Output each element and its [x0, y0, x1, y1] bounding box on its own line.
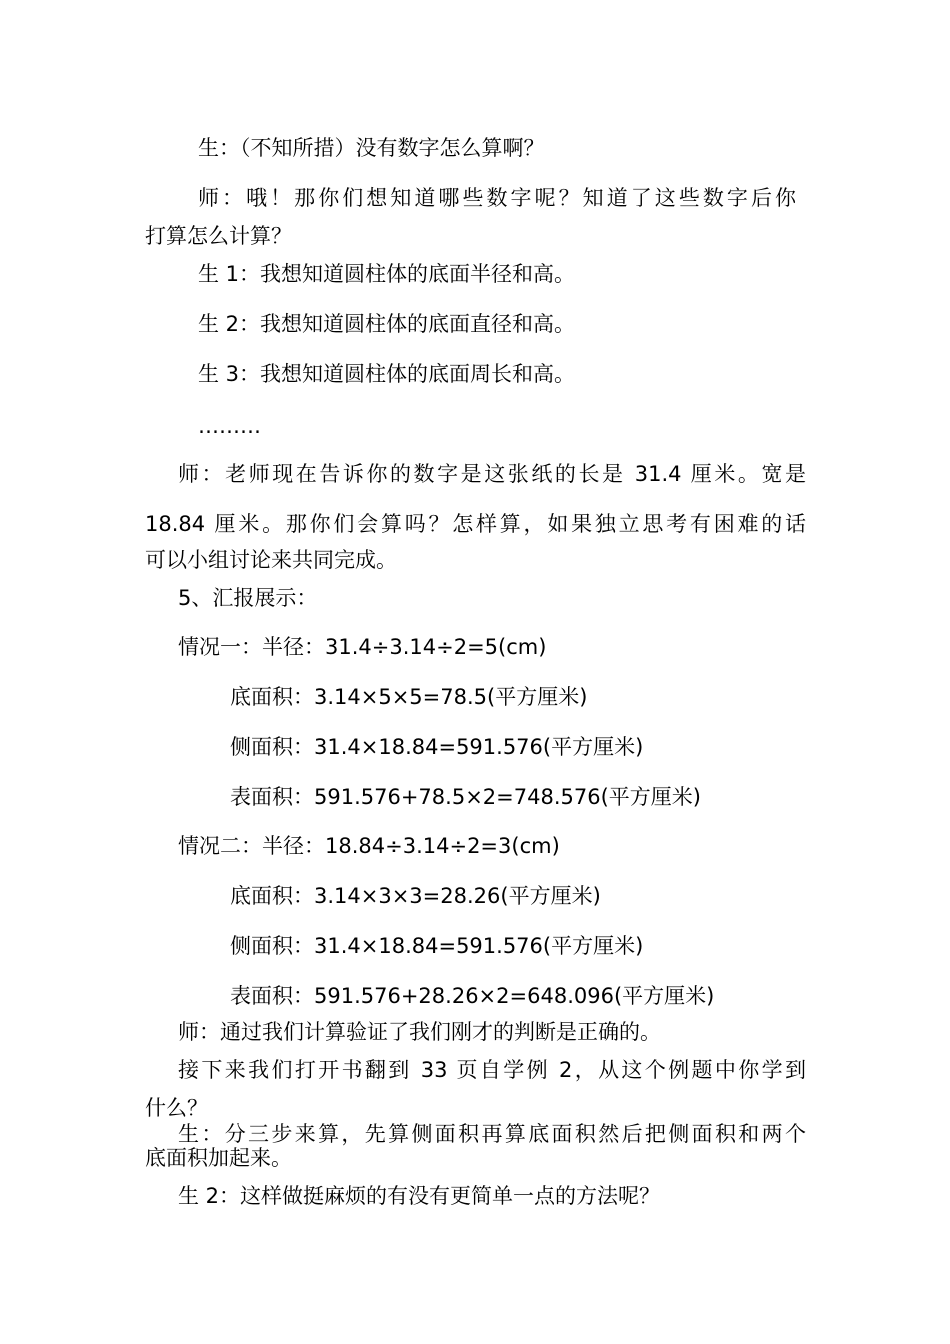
dialogue-line: 生：（不知所措）没有数字怎么算啊？	[198, 136, 545, 160]
dialogue-line: 生 1：我想知道圆柱体的底面半径和高。	[198, 262, 576, 286]
dialogue-line: 什么？	[145, 1096, 208, 1120]
dialogue-line: 师：哦！那你们想知道哪些数字呢？知道了这些数字后你	[198, 186, 796, 210]
ellipsis-line: ………	[198, 414, 261, 438]
dialogue-line: 师：通过我们计算验证了我们刚才的判断是正确的。	[178, 1020, 661, 1044]
dialogue-line: 18.84 厘米。那你们会算吗？怎样算，如果独立思考有困难的话	[145, 512, 806, 536]
dialogue-line: 生 2：这样做挺麻烦的有没有更简单一点的方法呢？	[178, 1184, 661, 1208]
formula-line: 侧面积：31.4×18.84=591.576(平方厘米)	[230, 735, 644, 759]
section-heading: 5、汇报展示：	[178, 586, 318, 610]
case-heading: 情况一：半径：31.4÷3.14÷2=5(cm)	[178, 635, 547, 659]
dialogue-line: 生 2：我想知道圆柱体的底面直径和高。	[198, 312, 576, 336]
formula-line: 底面积：3.14×3×3=28.26(平方厘米)	[230, 884, 601, 908]
dialogue-line: 师：老师现在告诉你的数字是这张纸的长是 31.4 厘米。宽是	[178, 462, 806, 486]
dialogue-line: 打算怎么计算？	[145, 224, 292, 248]
formula-line: 底面积：3.14×5×5=78.5(平方厘米)	[230, 685, 588, 709]
dialogue-line: 生：分三步来算，先算侧面积再算底面积然后把侧面积和两个	[178, 1122, 806, 1146]
dialogue-line: 底面积加起来。	[145, 1146, 292, 1170]
dialogue-line: 接下来我们打开书翻到 33 页自学例 2，从这个例题中你学到	[178, 1058, 806, 1082]
formula-line: 侧面积：31.4×18.84=591.576(平方厘米)	[230, 934, 644, 958]
formula-line: 表面积：591.576+28.26×2=648.096(平方厘米)	[230, 984, 715, 1008]
dialogue-line: 可以小组讨论来共同完成。	[145, 548, 397, 572]
dialogue-line: 生 3：我想知道圆柱体的底面周长和高。	[198, 362, 576, 386]
case-heading: 情况二：半径：18.84÷3.14÷2=3(cm)	[178, 834, 560, 858]
formula-line: 表面积：591.576+78.5×2=748.576(平方厘米)	[230, 785, 701, 809]
